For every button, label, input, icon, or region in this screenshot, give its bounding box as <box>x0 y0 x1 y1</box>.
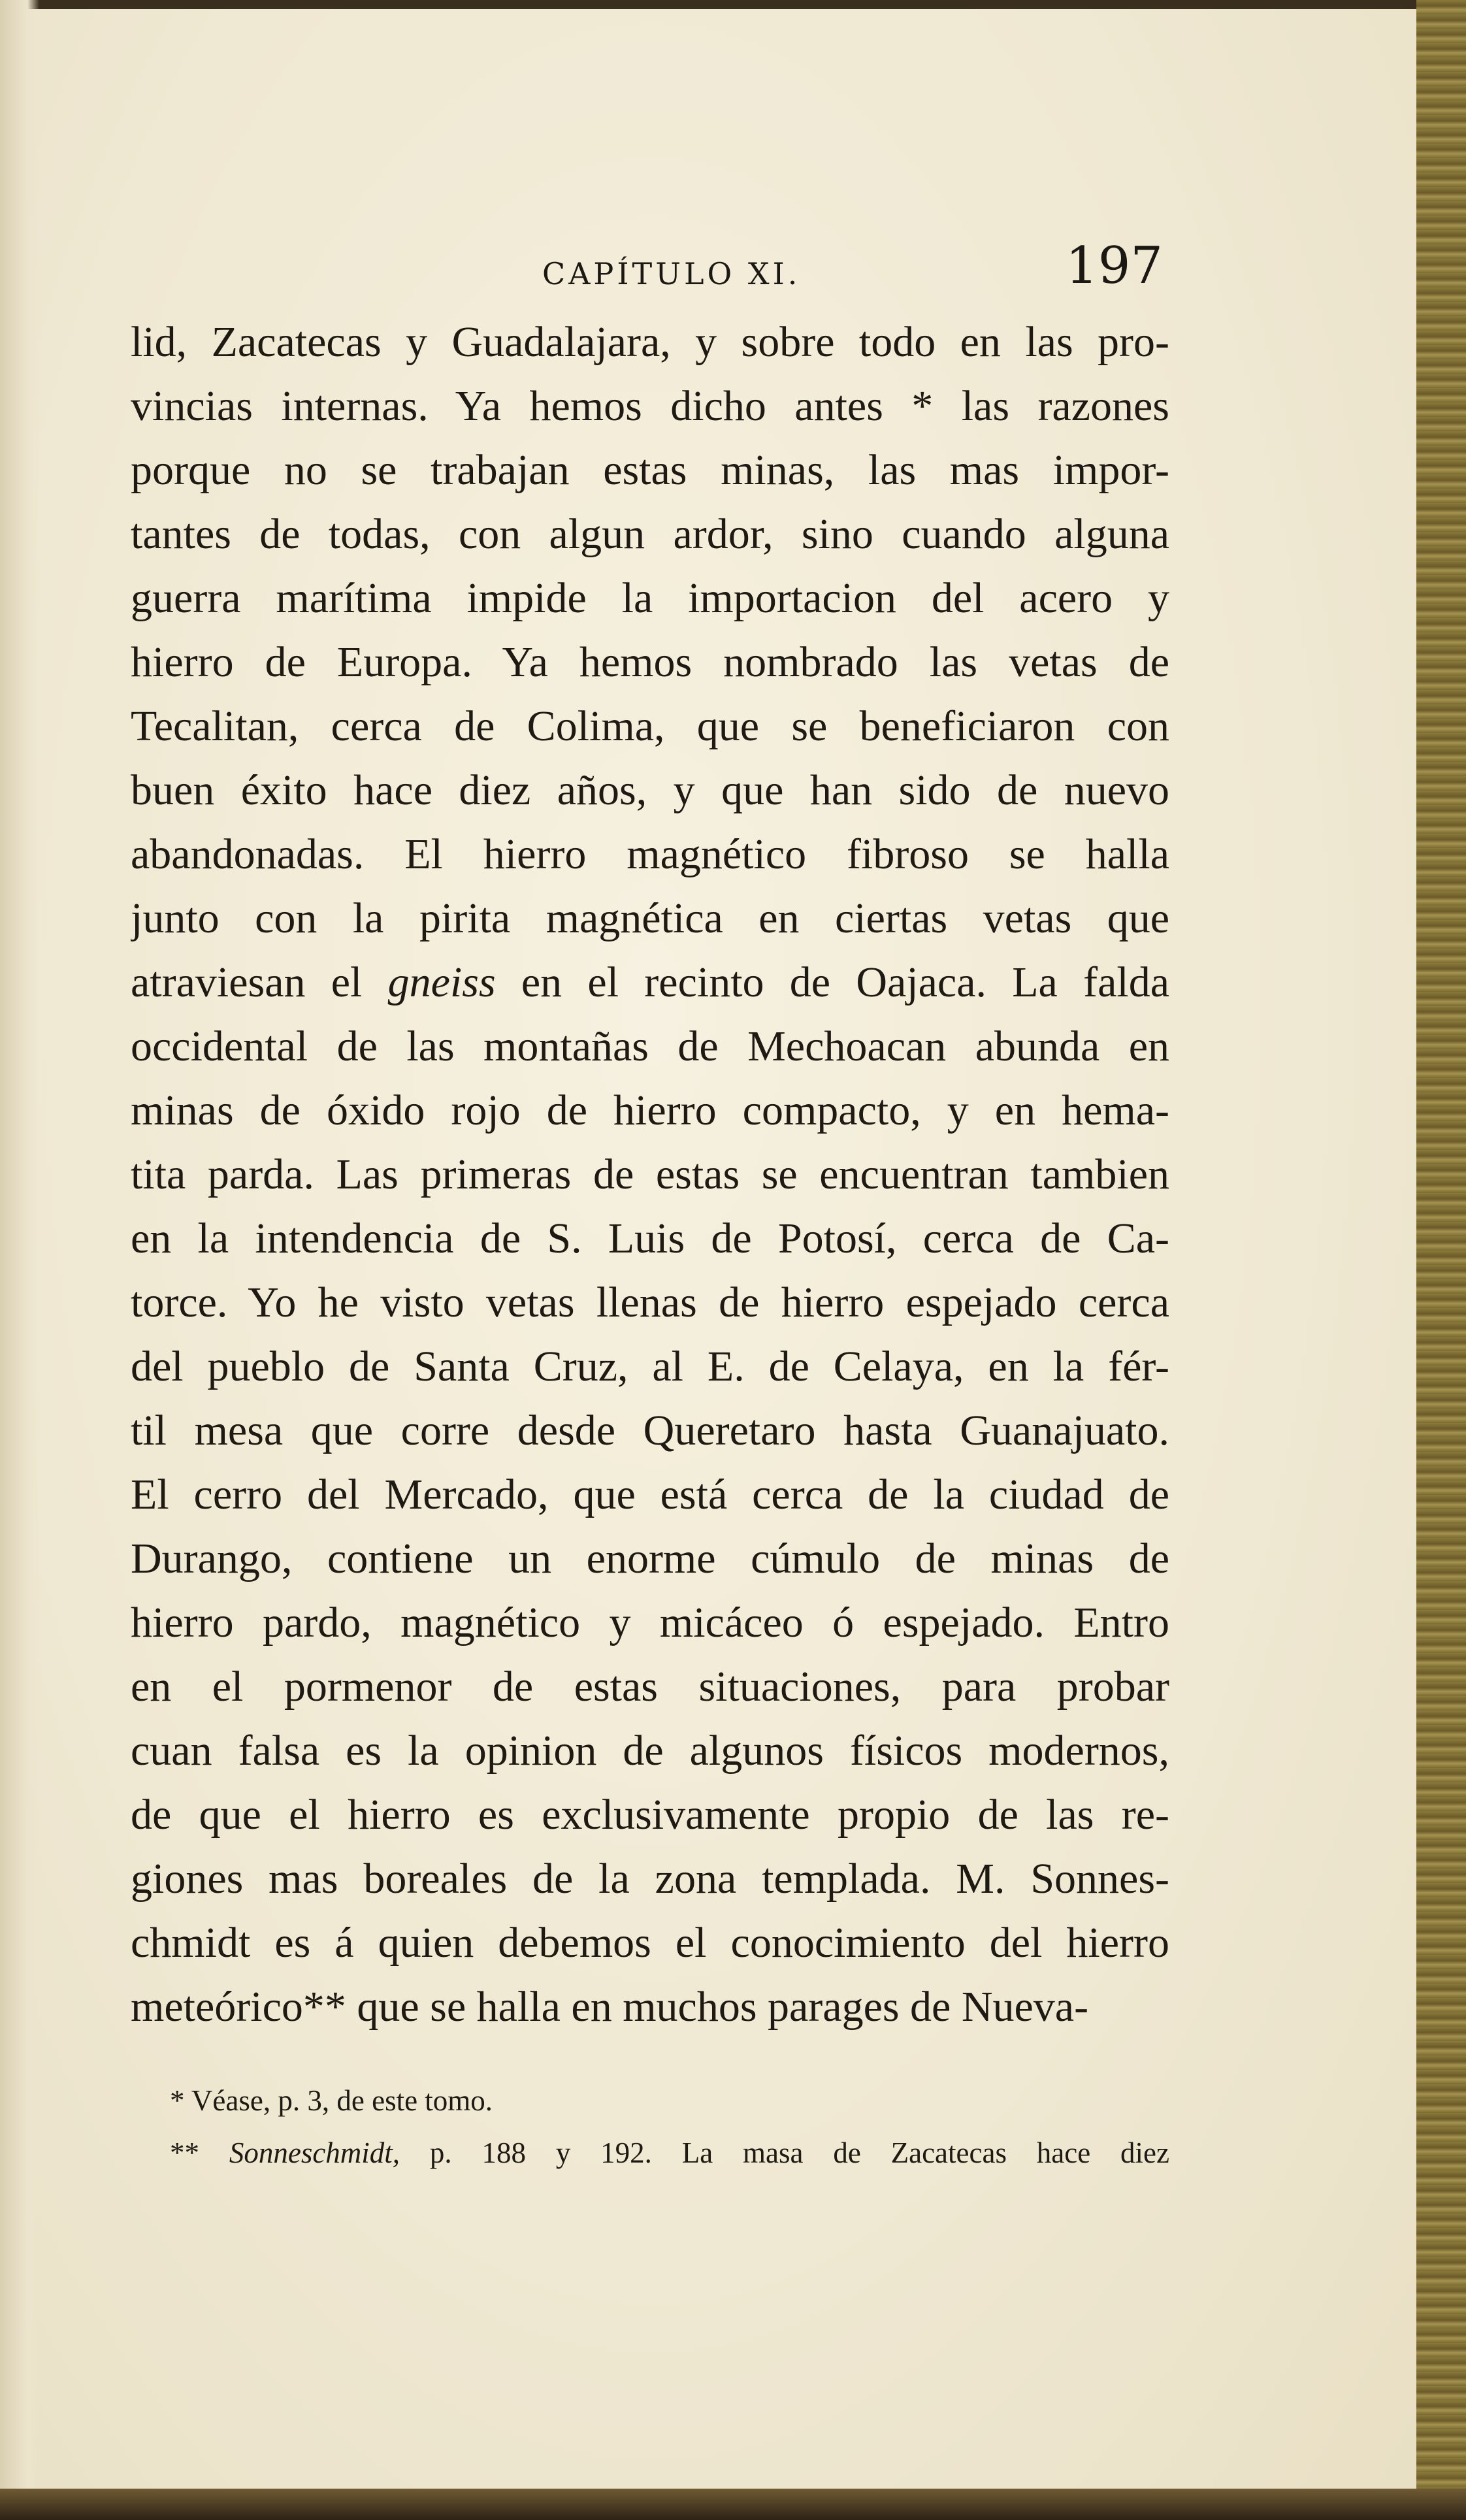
footnotes <box>131 2074 1169 2179</box>
text-line: junto con la pirita magnética en ciertas vetas que <box>131 894 1169 942</box>
italic-term: gneiss <box>387 958 496 1006</box>
text-line: en la intendencia de S. Luis de Potosí, cerca de Ca- <box>131 1215 1169 1262</box>
text-line: cuan falsa es la opinion de algunos físicos modernos, <box>131 1727 1169 1775</box>
text-line: til mesa que corre desde Queretaro hasta Guanajuato. <box>131 1407 1169 1454</box>
text-line: hierro de Europa. Ya hemos nombrado las vetas de <box>131 638 1169 686</box>
running-head: CAPÍTULO XI. <box>542 256 801 291</box>
text-line: Durango, contiene un enorme cúmulo de minas de <box>131 1535 1169 1582</box>
text-line: lid, Zacatecas y Guadalajara, y sobre todo en las pro- <box>131 318 1169 366</box>
text-line: minas de óxido rojo de hierro compacto, y en hema- <box>131 1087 1169 1134</box>
text-line: del pueblo de Santa Cruz, al E. de Celaya, en la fér- <box>131 1343 1169 1390</box>
text-line: hierro pardo, magnético y micáceo ó espejado. Entro <box>131 1599 1169 1646</box>
text-line: giones mas boreales de la zona templada. M. Sonnes- <box>131 1855 1169 1903</box>
text-line: occidental de las montañas de Mechoacan abunda en <box>131 1023 1169 1070</box>
footnote-marker: ** <box>170 2136 229 2169</box>
text-line: guerra marítima impide la importacion del acero y <box>131 574 1169 622</box>
page-number: 197 <box>1066 237 1163 295</box>
text-line: torce. Yo he visto vetas llenas de hierro espejado cerca <box>131 1279 1169 1326</box>
page-bottom-shadow <box>0 2489 1466 2520</box>
text-line: abandonadas. El hierro magnético fibroso se halla <box>131 830 1169 878</box>
text-segment: atraviesan el <box>131 958 388 1006</box>
text-line <box>131 951 1169 1015</box>
text-line: meteórico** que se halla en muchos parages de Nueva- <box>131 1983 1089 2031</box>
text-line: tita parda. Las primeras de estas se encuentran tambien <box>131 1151 1169 1198</box>
text-line: porque no se trabajan estas minas, las mas impor- <box>131 446 1169 494</box>
text-line: tantes de todas, con algun ardor, sino cuando alguna <box>131 510 1169 558</box>
body-text <box>131 310 1169 2039</box>
footnote-2 <box>131 2127 1169 2179</box>
footnote-text: p. 188 y 192. La masa de Zacatecas hace diez <box>400 2136 1170 2169</box>
page-gutter <box>0 0 39 2520</box>
footnote-author: Sonneschmidt, <box>229 2136 400 2169</box>
page-fore-edge <box>1416 0 1466 2520</box>
text-line: vincias internas. Ya hemos dicho antes * las razones <box>131 382 1169 430</box>
text-line: chmidt es á quien debemos el conocimiento del hierro <box>131 1919 1169 1967</box>
footnote-1: * Véase, p. 3, de este tomo. <box>170 2084 493 2117</box>
text-segment: en el recinto de Oajaca. La falda <box>495 958 1169 1006</box>
text-line: de que el hierro es exclusivamente propio de las re- <box>131 1791 1169 1839</box>
text-line: Tecalitan, cerca de Colima, que se beneficiaron con <box>131 702 1169 750</box>
page-header <box>131 237 1176 308</box>
text-line: en el pormenor de estas situaciones, para probar <box>131 1663 1169 1710</box>
text-line: El cerro del Mercado, que está cerca de la ciudad de <box>131 1471 1169 1518</box>
text-line: buen éxito hace diez años, y que han sido de nuevo <box>131 766 1169 814</box>
